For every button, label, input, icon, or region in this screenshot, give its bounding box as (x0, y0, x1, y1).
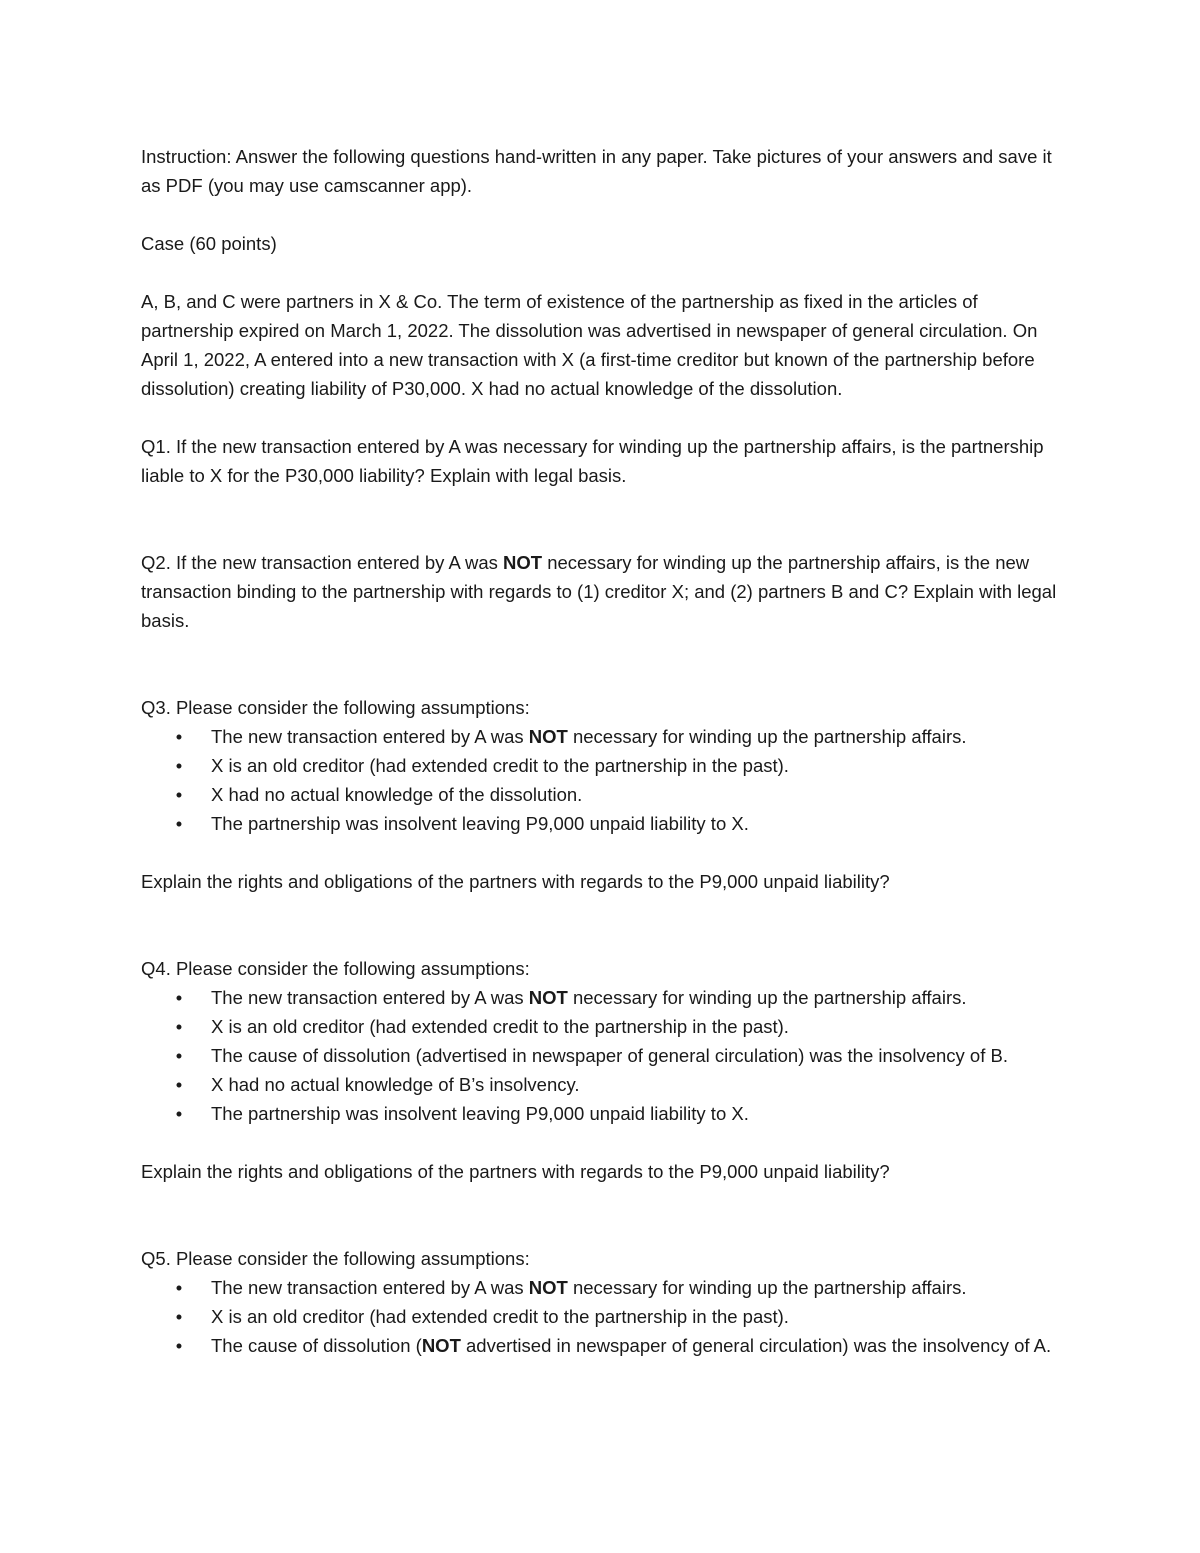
question-text: . If the new transaction entered by A was necessary for winding up the partnership affairs, is the partnership liable to X for the P30,000 liability? Explain with legal basis. (141, 436, 1044, 486)
q3-prompt: Explain the rights and obligations of the partners with regards to the P9,000 unpaid liability? (141, 871, 890, 892)
bullet-icon: • (175, 755, 183, 776)
emphasis-text: NOT (528, 987, 568, 1008)
list-item: • X had no actual knowledge of the dissolution. (141, 780, 1071, 809)
q5-assumption-list (141, 1273, 1071, 1360)
question-3 (141, 693, 1071, 722)
q3-assumption-list (141, 722, 1071, 838)
bullet-icon: • (175, 1277, 183, 1298)
bullet-icon: • (175, 1335, 183, 1356)
list-item: • The new transaction entered by A was NOT necessary for winding up the partnership affairs. (141, 983, 1071, 1012)
instruction-paragraph: Instruction: Answer the following questions hand-written in any paper. Take pictures of your answers and save it as PDF (you may use camscanner app). (141, 146, 1052, 196)
document-body (141, 142, 1071, 1360)
question-4 (141, 954, 1071, 983)
question-intro: . Please consider the following assumptions: (165, 1248, 530, 1269)
list-item: • X is an old creditor (had extended credit to the partnership in the past). (141, 751, 1071, 780)
question-intro: . Please consider the following assumptions: (165, 697, 530, 718)
emphasis-text: NOT (421, 1335, 461, 1356)
list-item: • X is an old creditor (had extended credit to the partnership in the past). (141, 1302, 1071, 1331)
question-text: . If the new transaction entered by A was (165, 552, 503, 573)
bullet-icon: • (175, 726, 183, 747)
list-item: • The cause of dissolution (advertised in newspaper of general circulation) was the insolvency of B. (141, 1041, 1071, 1070)
bullet-icon: • (175, 1103, 183, 1124)
bullet-icon: • (175, 1074, 183, 1095)
question-intro: . Please consider the following assumptions: (165, 958, 530, 979)
list-item: • The new transaction entered by A was NOT necessary for winding up the partnership affairs. (141, 1273, 1071, 1302)
question-5 (141, 1244, 1071, 1273)
bullet-icon: • (175, 784, 183, 805)
question-label: Q5 (141, 1248, 166, 1269)
question-2 (141, 548, 1071, 635)
question-label: Q1 (141, 436, 166, 457)
case-paragraph: A, B, and C were partners in X & Co. The term of existence of the partnership as fixed in the articles of partnership expired on March 1, 2022. The dissolution was advertised in newspaper of general circulation. On April 1, 2022, A entered into a new transaction with X (a first-time creditor but known of the partnership before dissolution) creating liability of P30,000. X had no actual knowledge of the dissolution. (141, 291, 1038, 399)
question-label: Q2 (141, 552, 166, 573)
list-item: • X had no actual knowledge of B’s insolvency. (141, 1070, 1071, 1099)
question-label: Q4 (141, 958, 166, 979)
question-text: necessary for winding up the partnership affairs, is the new transaction binding to the partnership with regards to (1) creditor X; and (2) partners B and C? Explain with legal basis. (141, 552, 1057, 631)
question-1 (141, 432, 1071, 490)
q4-prompt: Explain the rights and obligations of the partners with regards to the P9,000 unpaid liability? (141, 1161, 890, 1182)
bullet-icon: • (175, 1306, 183, 1327)
question-label: Q3 (141, 697, 166, 718)
q4-assumption-list (141, 983, 1071, 1128)
list-item: • The cause of dissolution (NOT advertised in newspaper of general circulation) was the insolvency of A. (141, 1331, 1071, 1360)
bullet-icon: • (175, 813, 183, 834)
bullet-icon: • (175, 987, 183, 1008)
case-heading: Case (60 points) (141, 233, 277, 254)
emphasis-text: NOT (528, 726, 568, 747)
list-item: • X is an old creditor (had extended credit to the partnership in the past). (141, 1012, 1071, 1041)
emphasis-text: NOT (528, 1277, 568, 1298)
emphasis-text: NOT (503, 552, 543, 573)
list-item: • The new transaction entered by A was NOT necessary for winding up the partnership affairs. (141, 722, 1071, 751)
bullet-icon: • (175, 1045, 183, 1066)
list-item: • The partnership was insolvent leaving P9,000 unpaid liability to X. (141, 1099, 1071, 1128)
list-item: • The partnership was insolvent leaving P9,000 unpaid liability to X. (141, 809, 1071, 838)
bullet-icon: • (175, 1016, 183, 1037)
